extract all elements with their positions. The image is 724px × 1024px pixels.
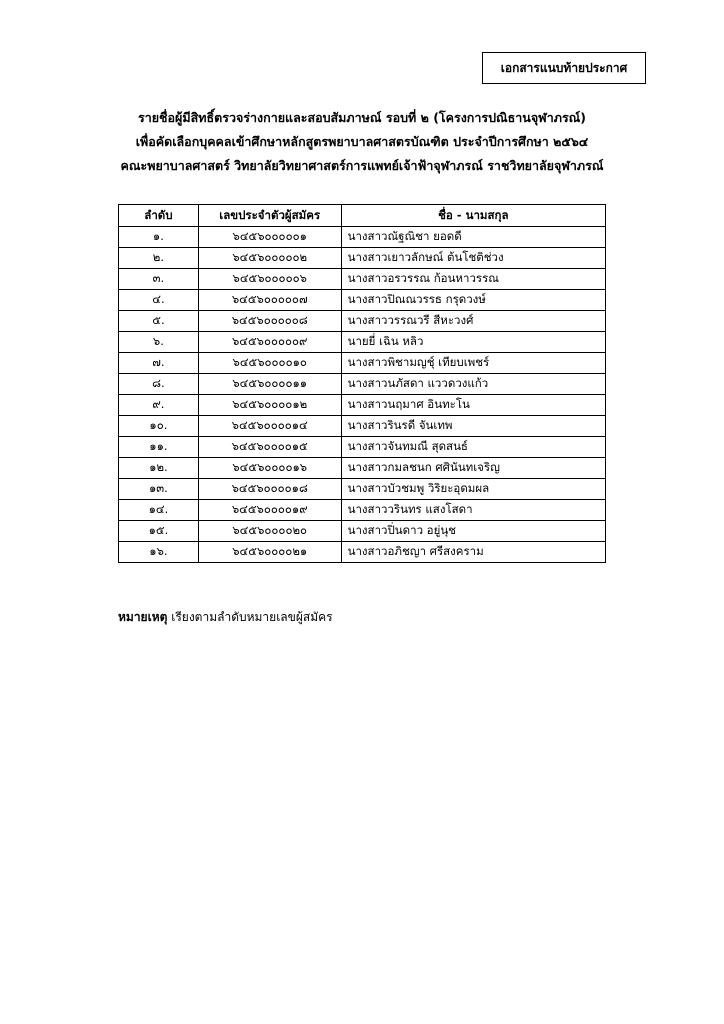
- footnote-text: เรียงตามลำดับหมายเลขผู้สมัคร: [171, 610, 333, 624]
- table-row: [119, 437, 606, 458]
- footnote: [118, 609, 333, 625]
- header-applicant-id: เลขประจำตัวผู้สมัคร: [198, 205, 341, 227]
- cell-applicant-id: ๖๔๕๖๐๐๐๐๑๙: [198, 500, 341, 521]
- cell-order: ๒.: [119, 248, 199, 269]
- cell-full-name: นางสาวเยาวลักษณ์ ต้นโชติช่วง: [341, 248, 605, 269]
- table-row: [119, 269, 606, 290]
- cell-applicant-id: ๖๔๕๖๐๐๐๐๑๖: [198, 458, 341, 479]
- table-body: [119, 227, 606, 563]
- table-row: [119, 416, 606, 437]
- header-order: ลำดับ: [119, 205, 199, 227]
- cell-full-name: นางสาวรินรดี จันเทพ: [341, 416, 605, 437]
- cell-applicant-id: ๖๔๕๖๐๐๐๐๐๙: [198, 332, 341, 353]
- table-row: [119, 311, 606, 332]
- candidate-table: [118, 204, 606, 563]
- table-row: [119, 290, 606, 311]
- table-row: [119, 227, 606, 248]
- cell-order: ๔.: [119, 290, 199, 311]
- cell-applicant-id: ๖๔๕๖๐๐๐๐๑๕: [198, 437, 341, 458]
- cell-order: ๗.: [119, 353, 199, 374]
- cell-applicant-id: ๖๔๕๖๐๐๐๐๐๘: [198, 311, 341, 332]
- cell-order: ๘.: [119, 374, 199, 395]
- cell-applicant-id: ๖๔๕๖๐๐๐๐๐๖: [198, 269, 341, 290]
- cell-applicant-id: ๖๔๕๖๐๐๐๐๑๒: [198, 395, 341, 416]
- cell-order: ๑๓.: [119, 479, 199, 500]
- header-full-name: ชื่อ - นามสกุล: [341, 205, 605, 227]
- table-row: [119, 500, 606, 521]
- cell-applicant-id: ๖๔๕๖๐๐๐๐๑๐: [198, 353, 341, 374]
- document-title-line-3: คณะพยาบาลศาสตร์ วิทยาลัยวิทยาศาสตร์การแพทย์เจ้าฟ้าจุฬาภรณ์ ราชวิทยาลัยจุฬาภรณ์: [120, 158, 604, 173]
- table-row: [119, 479, 606, 500]
- cell-order: ๑๒.: [119, 458, 199, 479]
- cell-applicant-id: ๖๔๕๖๐๐๐๐๐๑: [198, 227, 341, 248]
- table-row: [119, 353, 606, 374]
- document-title-line-1: รายชื่อผู้มีสิทธิ์ตรวจร่างกายและสอบสัมภาษณ์ รอบที่ ๒ (โครงการปณิธานจุฬาภรณ์): [138, 110, 586, 125]
- cell-applicant-id: ๖๔๕๖๐๐๐๐๒๐: [198, 521, 341, 542]
- cell-order: ๑๐.: [119, 416, 199, 437]
- cell-applicant-id: ๖๔๕๖๐๐๐๐๐๗: [198, 290, 341, 311]
- table-row: [119, 395, 606, 416]
- cell-full-name: นางสาวพิชามญชุ์ เทียบเพชร์: [341, 353, 605, 374]
- cell-full-name: นางสาวนฤมาศ อินทะโน: [341, 395, 605, 416]
- cell-order: ๑.: [119, 227, 199, 248]
- cell-full-name: นางสาวกมลชนก ศศินันทเจริญ: [341, 458, 605, 479]
- cell-full-name: นางสาวปิ่นดาว อยู่นุช: [341, 521, 605, 542]
- cell-full-name: นางสาวอรวรรณ ก้อนหาวรรณ: [341, 269, 605, 290]
- cell-order: ๖.: [119, 332, 199, 353]
- cell-applicant-id: ๖๔๕๖๐๐๐๐๑๘: [198, 479, 341, 500]
- cell-full-name: นางสาวบัวชมพู วิริยะอุดมผล: [341, 479, 605, 500]
- cell-full-name: นางสาววรินทร แสงโสดา: [341, 500, 605, 521]
- cell-applicant-id: ๖๔๕๖๐๐๐๐๑๔: [198, 416, 341, 437]
- table-row: [119, 374, 606, 395]
- cell-applicant-id: ๖๔๕๖๐๐๐๐๒๑: [198, 542, 341, 563]
- table-row: [119, 332, 606, 353]
- cell-applicant-id: ๖๔๕๖๐๐๐๐๑๑: [198, 374, 341, 395]
- cell-full-name: นางสาวนภัสดา แววดวงแก้ว: [341, 374, 605, 395]
- table-row: [119, 542, 606, 563]
- cell-order: ๑๔.: [119, 500, 199, 521]
- cell-full-name: นางสาวจันทมณี สุดสนธ์: [341, 437, 605, 458]
- table-row: [119, 458, 606, 479]
- cell-full-name: นายยี่ เฉิน หลิว: [341, 332, 605, 353]
- cell-applicant-id: ๖๔๕๖๐๐๐๐๐๒: [198, 248, 341, 269]
- footnote-label: หมายเหตุ: [118, 610, 168, 624]
- cell-order: ๓.: [119, 269, 199, 290]
- attachment-stamp: [482, 52, 646, 84]
- cell-full-name: นางสาวณัฐณิชา ยอดดี: [341, 227, 605, 248]
- attachment-stamp-text: เอกสารแนบท้ายประกาศ: [500, 60, 628, 75]
- cell-order: ๑๖.: [119, 542, 199, 563]
- cell-order: ๙.: [119, 395, 199, 416]
- cell-order: ๕.: [119, 311, 199, 332]
- cell-full-name: นางสาวอภิชญา ศรีสงคราม: [341, 542, 605, 563]
- cell-order: ๑๑.: [119, 437, 199, 458]
- table-row: [119, 521, 606, 542]
- cell-full-name: นางสาววรรณวรี สีหะวงศ์: [341, 311, 605, 332]
- cell-order: ๑๕.: [119, 521, 199, 542]
- cell-full-name: นางสาวปิณณวรรธ กรุดวงษ์: [341, 290, 605, 311]
- table-header-row: [119, 205, 606, 227]
- table-row: [119, 248, 606, 269]
- document-title-line-2: เพื่อคัดเลือกบุคคลเข้าศึกษาหลักสูตรพยาบาลศาสตรบัณฑิต ประจำปีการศึกษา ๒๕๖๔: [135, 134, 589, 149]
